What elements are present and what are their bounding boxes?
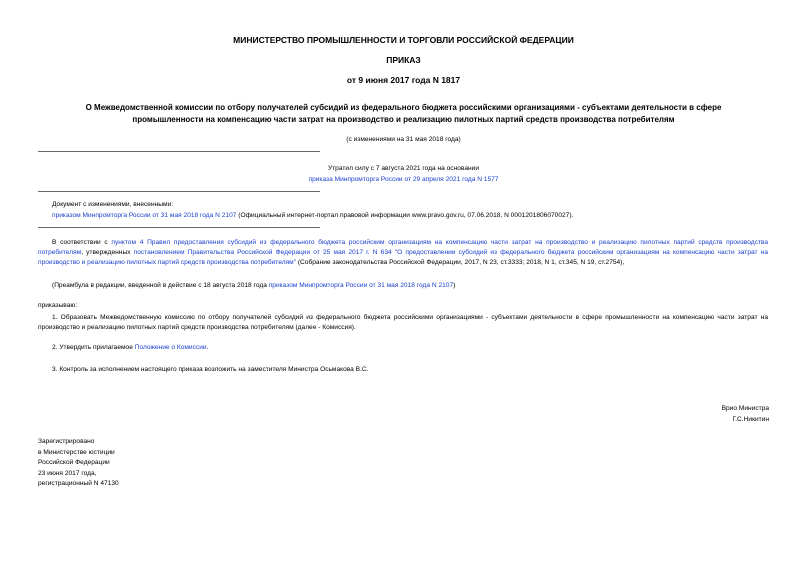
status-link[interactable]: приказа Минпромторга России от 29 апреля 2021 года N 1577 (308, 176, 499, 183)
status-line: Утратил силу с 7 августа 2021 года на основании (327, 165, 480, 172)
changes-rest: (Официальный интернет-портал правовой информации www.pravo.gov.ru, 07.06.2018, N 0001201806070027). (236, 212, 574, 219)
divider-top (38, 151, 320, 152)
preamble-link-rules[interactable]: пунктом 4 Правил предоставления субсидий из федерального бюджета российским организациям на компенсацию части затрат на производство и реализацию пилотных партий средств производства потребителям (38, 239, 768, 256)
divider-mid (38, 191, 320, 192)
divider-bottom (38, 227, 320, 228)
preamble-paragraph (38, 238, 768, 268)
registration-line: регистрационный N 47130 (38, 480, 119, 487)
order-item-1: 1. Образовать Межведомственную комиссию по отбору получателей субсидий из федерального бюджета российскими организациями - субъектами деятельности в сфере промышленности на компенсацию части затрат на производство и реализацию пилотных партий средств производства потребителям (далее - Комиссия). (38, 314, 768, 331)
regulation-link[interactable]: Положение о Комиссии (134, 344, 207, 351)
preamble-note-end: ) (453, 282, 456, 289)
doc-title-line2: промышленности на компенсацию части затрат на производство и реализацию пилотных партий средств производства потребителям (132, 115, 675, 124)
changes-label: Документ с изменениями, внесенными: (52, 201, 174, 208)
amendment-note: (с изменениями на 31 мая 2018 года) (346, 136, 461, 143)
registration-line: в Министерстве юстиции (38, 448, 115, 456)
preamble-note-link[interactable]: приказом Минпромторга России от 31 мая 2018 года N 2107 (268, 282, 454, 289)
preamble-note-start: (Преамбула в редакции, введенной в действие с 18 августа 2018 года (52, 282, 269, 289)
doc-date-number: от 9 июня 2017 года N 1817 (346, 75, 461, 85)
doc-title-line1: О Межведомственной комиссии по отбору получателей субсидий из федерального бюджета российскими организациями - субъектами деятельности в сфере (85, 103, 722, 112)
doc-type: ПРИКАЗ (386, 55, 421, 65)
preamble-end: (Собрание законодательства Российской Федерации, 2017, N 23, ст.3333; 2018, N 1, ст.345, N 19, ст.2754), (296, 259, 625, 266)
order-item-3: 3. Контроль за исполнением настоящего приказа возложить на заместителя Министра Осьмакова В.С. (52, 366, 369, 373)
order-item-2-start: 2. Утвердить прилагаемое (52, 344, 135, 351)
registration-line: Российской Федерации (38, 459, 110, 466)
registration-line: 23 июня 2017 года, (38, 469, 97, 477)
preamble-note (38, 281, 768, 291)
registration-line: Зарегистрировано (38, 438, 95, 445)
order-item-2-end: . (206, 344, 209, 351)
signature-position: Врио Министра (721, 405, 769, 412)
order-item-2 (38, 343, 768, 353)
ministry-title: МИНИСТЕРСТВО ПРОМЫШЛЕННОСТИ И ТОРГОВЛИ РОССИЙСКОЙ ФЕДЕРАЦИИ (233, 35, 574, 45)
registration-block (38, 437, 119, 490)
signature-name: Г.С.Никитин (732, 416, 769, 423)
changes-link[interactable]: приказом Минпромторга России от 31 мая 2018 года N 2107 (52, 212, 237, 219)
order-label: приказываю: (38, 302, 78, 309)
preamble-start: В соответствии с (52, 239, 112, 246)
preamble-link-resolution[interactable]: постановлением Правительства Российской Федерации от 25 мая 2017 г. N 634 "О предоставлении субсидий из федерального бюджета российским организациям на компенсацию части затрат на производство и реализацию пилотных партий средств производства потребителям" (38, 249, 768, 266)
changes-line (52, 212, 772, 219)
preamble-mid: , утвержденных (81, 249, 134, 256)
